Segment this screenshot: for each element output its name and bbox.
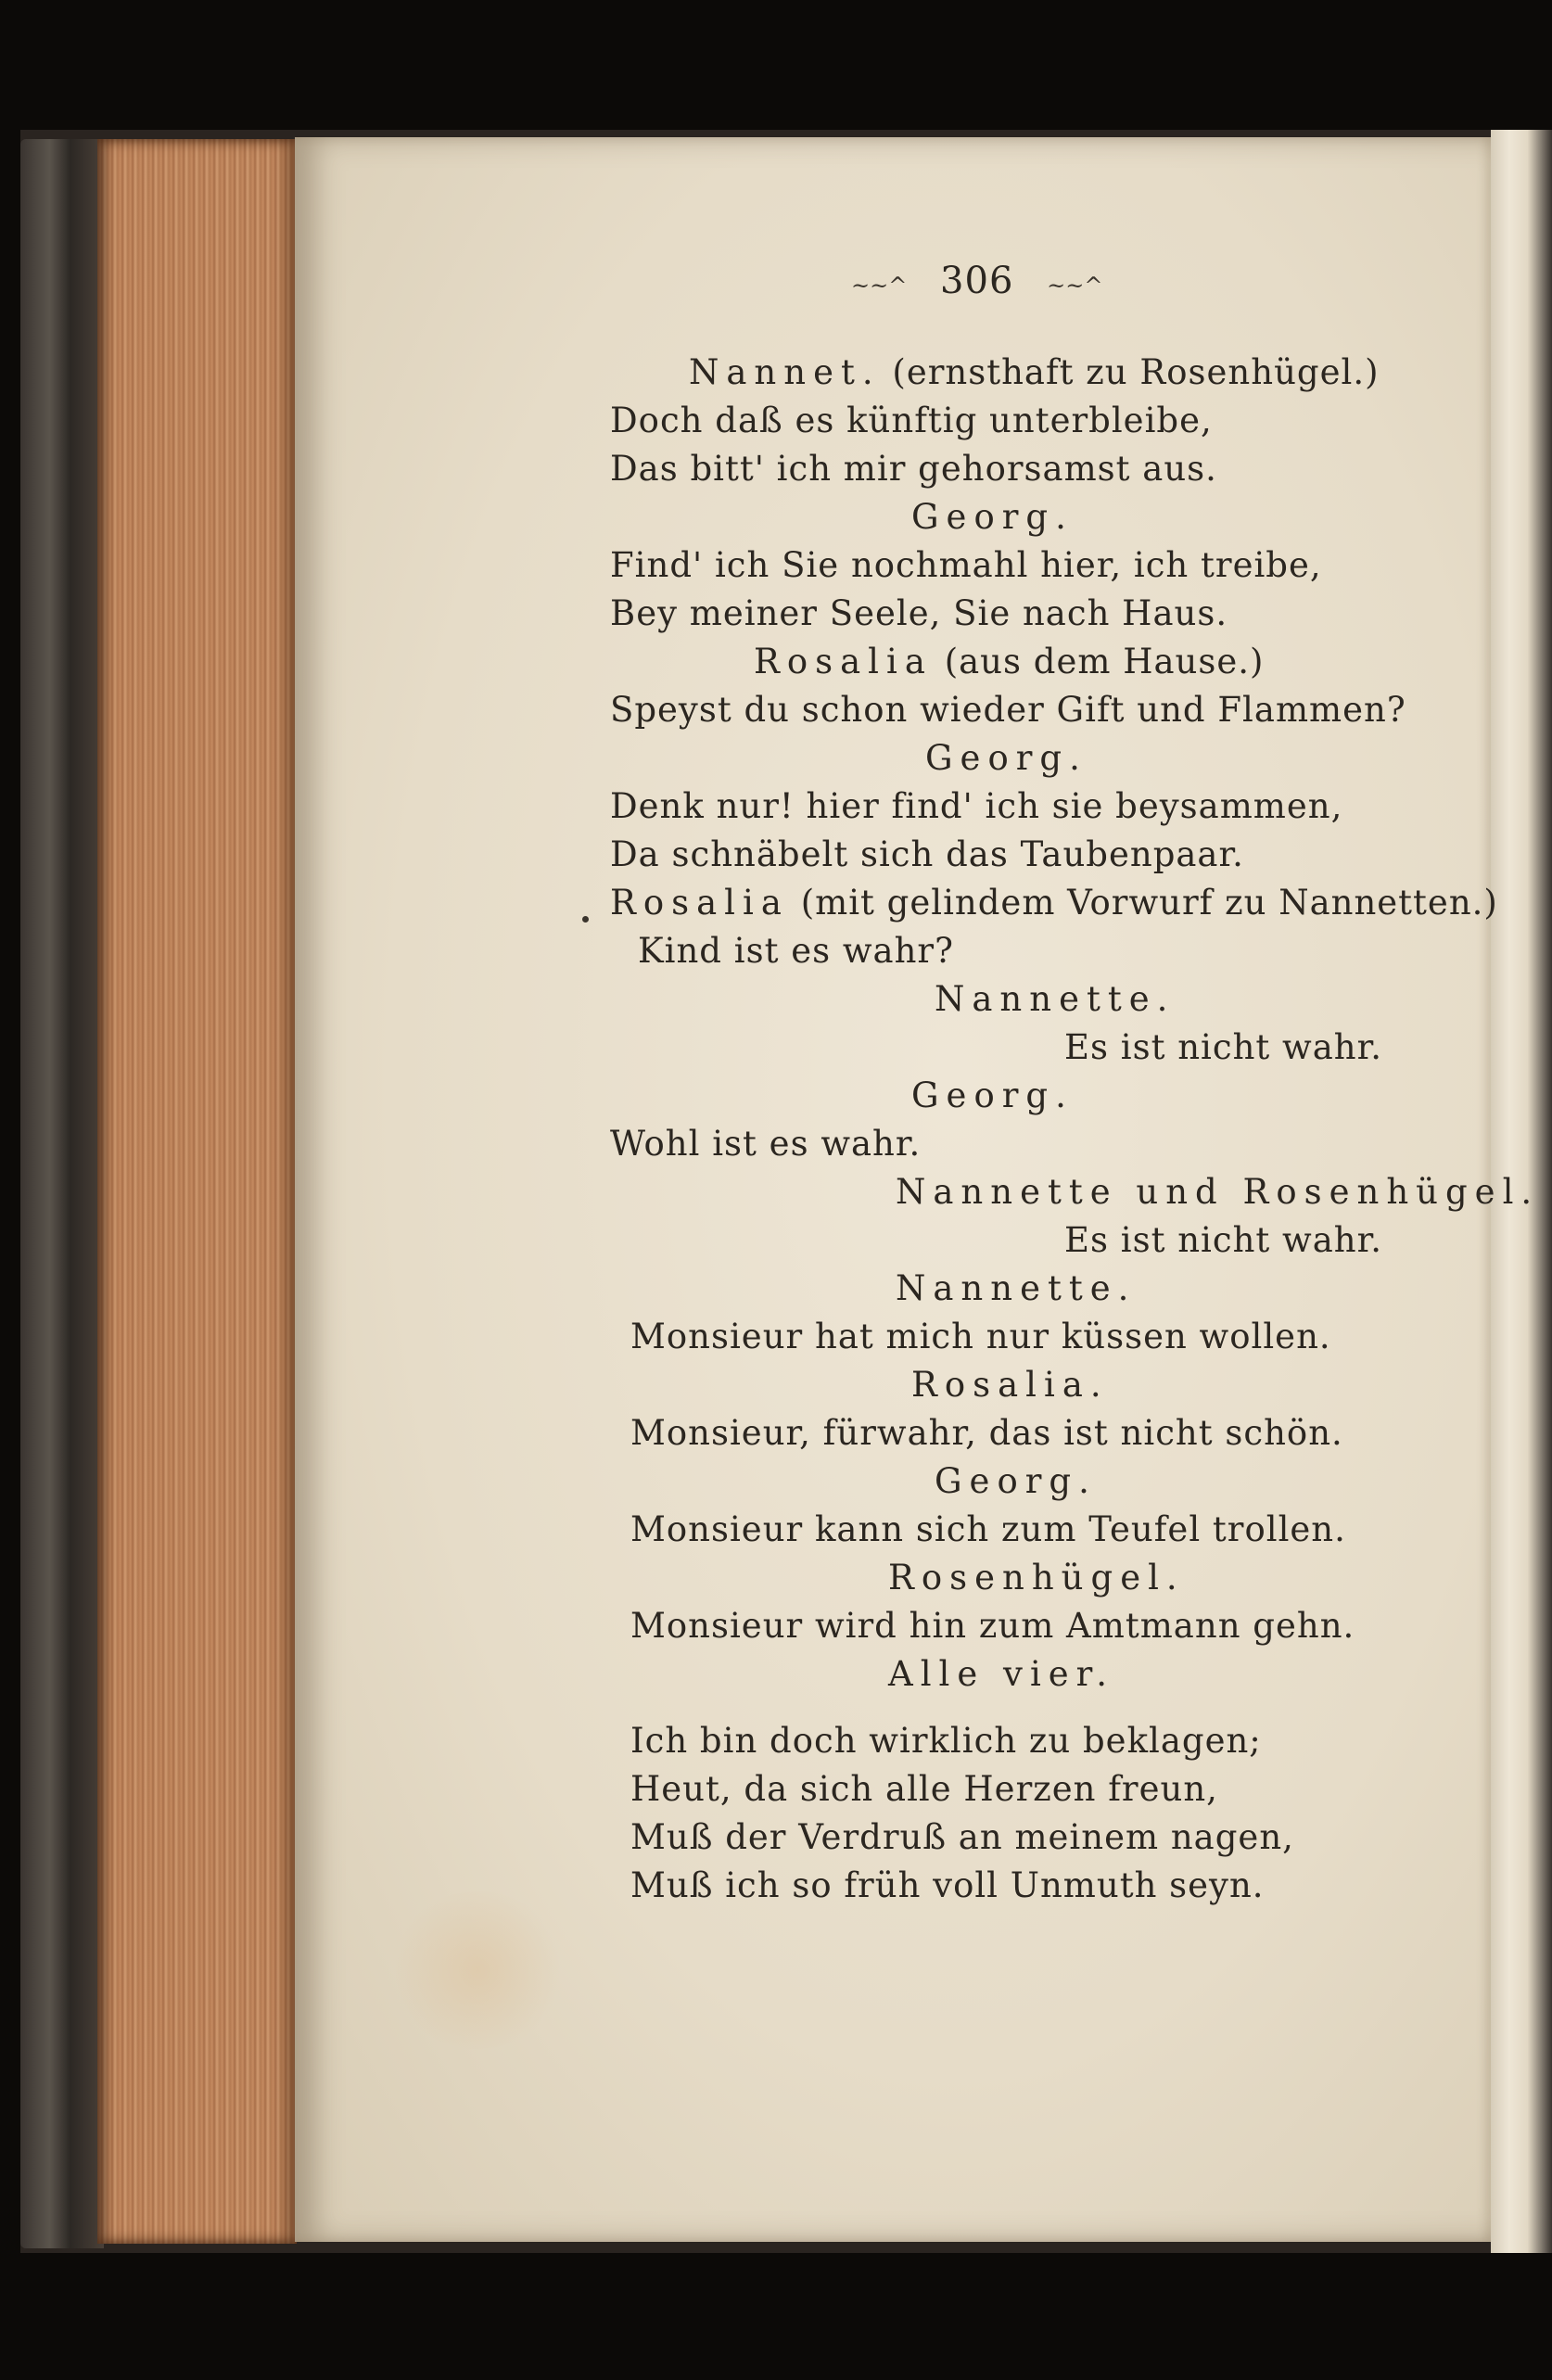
verse-line: Speyst du schon wieder Gift und Flammen? [610,690,1406,730]
verse-line: Es ist nicht wahr. [1064,1027,1382,1067]
verse-line: Bey meiner Seele, Sie nach Haus. [610,593,1228,633]
speaker-line: Nannet. (ernsthaft zu Rosenhügel.) [689,352,1380,392]
verse-line: Find' ich Sie nochmahl hier, ich treibe, [610,545,1322,585]
verse-line: Monsieur wird hin zum Amtmann gehn. [630,1606,1355,1646]
verse-line: Es ist nicht wahr. [1064,1220,1382,1260]
verse-line: Doch daß es künftig unterbleibe, [610,401,1213,440]
paper-stain [389,1891,566,2049]
header-ornament-right: ~~^ [1047,273,1103,299]
verse-line: Heut, da sich alle Herzen freun, [630,1769,1218,1809]
speaker-line: Alle vier. [888,1654,1115,1694]
speaker-line: Georg. [935,1461,1097,1501]
speaker-line: Georg. [925,738,1088,778]
verse-line: Wohl ist es wahr. [610,1124,922,1164]
verse-line: Muß der Verdruß an meinem nagen, [630,1817,1294,1857]
verse-line: Ich bin doch wirklich zu beklagen; [630,1721,1262,1761]
speaker-line: Rosalia (aus dem Hause.) [754,642,1265,681]
page-edges [97,139,297,2244]
verse-line: Da schnäbelt sich das Taubenpaar. [610,834,1244,874]
speaker-line: Georg. [911,1075,1074,1115]
verse-line: Das bitt' ich mir gehorsamst aus. [610,449,1217,489]
verse-line: Monsieur kann sich zum Teufel trollen. [630,1509,1346,1549]
verse-line: Monsieur hat mich nur küssen wollen. [630,1317,1331,1356]
speaker-line: Nannette. [896,1268,1137,1308]
margin-mark [582,916,589,923]
speaker-line: Rosenhügel. [888,1558,1185,1597]
page-header [851,260,1102,302]
speaker-line: Rosalia. [911,1365,1109,1405]
verse-line: Kind ist es wahr? [638,931,954,971]
header-ornament-left: ~~^ [851,273,908,299]
speaker-line: Georg. [911,497,1074,537]
verse-line: Monsieur, fürwahr, das ist nicht schön. [630,1413,1343,1453]
speaker-line: Rosalia (mit gelindem Vorwurf zu Nannetten.) [610,883,1498,923]
verse-line: Muß ich so früh voll Unmuth seyn. [630,1865,1265,1905]
verse-line: Denk nur! hier find' ich sie beysammen, [610,786,1343,826]
speaker-line: Nannette. [935,979,1176,1019]
page-number: 306 [940,260,1014,302]
book-cover-spine [20,139,104,2248]
speaker-line: Nannette und Rosenhügel. [896,1172,1540,1212]
